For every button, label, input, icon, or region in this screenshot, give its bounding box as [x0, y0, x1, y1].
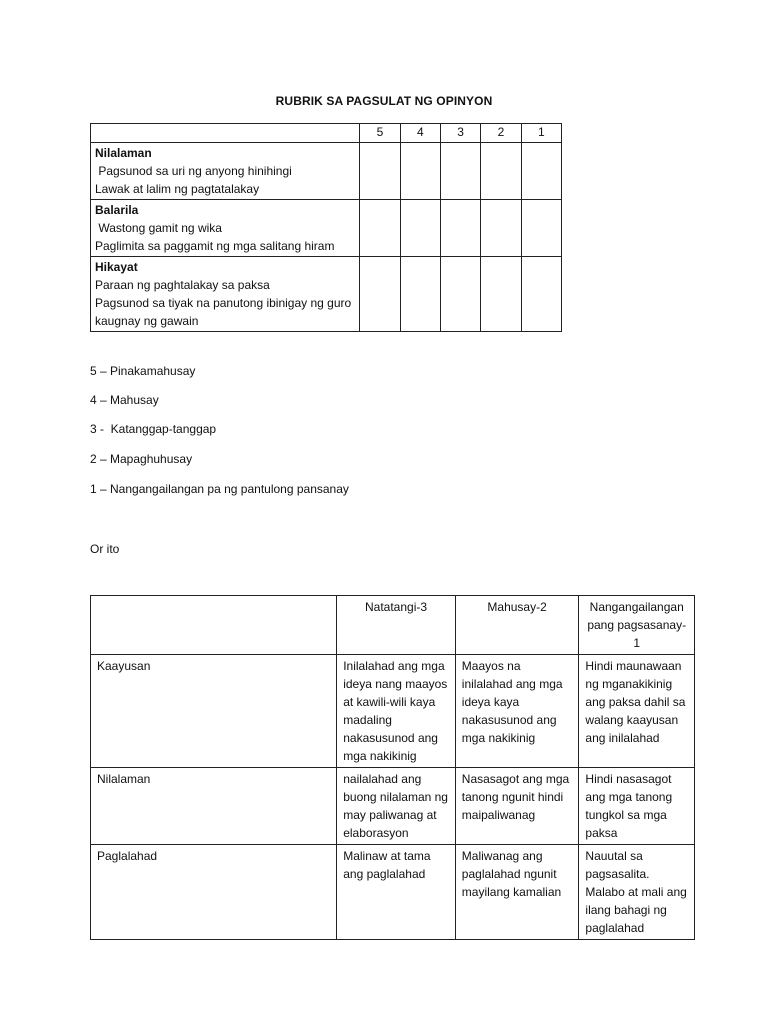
score-header-1: 1: [521, 124, 561, 143]
table-row: [91, 655, 695, 768]
table-row: [91, 257, 562, 332]
level-3-cell: Malinaw at tama ang paglalahad: [337, 845, 456, 940]
level-2-cell: Maliwanag ang paglalahad ngunit mayilang kamalian: [455, 845, 579, 940]
header-blank-cell: [91, 124, 360, 143]
criterion-line: Wastong gamit ng wika: [95, 221, 222, 235]
criterion-title: Nilalaman: [95, 146, 152, 160]
level-3-cell: nailalahad ang buong nilalaman ng may paliwanag at elaborasyon: [337, 768, 456, 845]
criterion-cell: [91, 143, 360, 200]
criterion-cell: Paglalahad: [91, 845, 337, 940]
score-cell: [481, 257, 521, 332]
level-2-cell: Nasasagot ang mga tanong ngunit hindi maipaliwanag: [455, 768, 579, 845]
header-mahusay: Mahusay-2: [455, 596, 579, 655]
legend-item-5: 5 – Pinakamahusay: [90, 364, 196, 378]
score-cell: [481, 200, 521, 257]
score-header-4: 4: [400, 124, 440, 143]
criterion-line: Lawak at lalim ng pagtatalakay: [95, 182, 260, 196]
score-cell: [360, 200, 400, 257]
legend-item-4: 4 – Mahusay: [90, 393, 159, 407]
table-row: [91, 143, 562, 200]
criterion-line: Paglimita sa paggamit ng mga salitang hiram: [95, 239, 335, 253]
score-cell: [440, 257, 480, 332]
score-header-3: 3: [440, 124, 480, 143]
score-header-5: 5: [360, 124, 400, 143]
score-cell: [440, 200, 480, 257]
table-header-row: [91, 124, 562, 143]
criterion-line: Pagsunod sa uri ng anyong hinihingi: [95, 164, 292, 178]
table-row: [91, 200, 562, 257]
score-cell: [440, 143, 480, 200]
table-row: [91, 768, 695, 845]
speaking-rubric-table: [90, 595, 695, 940]
level-1-cell: Nauutal sa pagsasalita. Malabo at mali ang ilang bahagi ng paglalahad: [579, 845, 695, 940]
legend-item-2: 2 – Mapaghuhusay: [90, 452, 193, 466]
criterion-title: Balarila: [95, 203, 139, 217]
score-header-2: 2: [481, 124, 521, 143]
criterion-line: Paraan ng paghtalakay sa paksa: [95, 278, 270, 292]
level-3-cell: Inilalahad ang mga ideya nang maayos at kawili-wili kaya madaling nakasusunod ang mga nakikinig: [337, 655, 456, 768]
score-cell: [400, 257, 440, 332]
table-row: [91, 845, 695, 940]
header-nangangailangan: Nangangailangan pang pagsasanay-1: [579, 596, 695, 655]
header-blank-cell: [91, 596, 337, 655]
score-cell: [521, 200, 561, 257]
table-header-row: [91, 596, 695, 655]
criterion-cell: Kaayusan: [91, 655, 337, 768]
criterion-cell: [91, 257, 360, 332]
score-cell: [400, 143, 440, 200]
level-2-cell: Maayos na inilalahad ang mga ideya kaya nakasusunod ang mga nakikinig: [455, 655, 579, 768]
score-cell: [521, 143, 561, 200]
level-1-cell: Hindi nasasagot ang mga tanong tungkol sa mga paksa: [579, 768, 695, 845]
or-text: Or ito: [90, 542, 120, 556]
level-1-cell: Hindi maunawaan ng mganakikinig ang paksa dahil sa walang kaayusan ang inilalahad: [579, 655, 695, 768]
criterion-cell: [91, 200, 360, 257]
document-title: RUBRIK SA PAGSULAT NG OPINYON: [275, 94, 493, 108]
score-cell: [360, 257, 400, 332]
criterion-title: Hikayat: [95, 260, 138, 274]
score-cell: [360, 143, 400, 200]
legend-item-3: 3 - Katanggap-tanggap: [90, 422, 217, 436]
opinion-rubric-table: [90, 123, 562, 332]
criterion-cell: Nilalaman: [91, 768, 337, 845]
score-cell: [400, 200, 440, 257]
header-natatangi: Natatangi-3: [337, 596, 456, 655]
score-cell: [521, 257, 561, 332]
criterion-line: Pagsunod sa tiyak na panutong ibinigay ng guro kaugnay ng gawain: [95, 296, 352, 328]
score-cell: [481, 143, 521, 200]
legend-item-1: 1 – Nangangailangan pa ng pantulong pansanay: [90, 482, 349, 496]
